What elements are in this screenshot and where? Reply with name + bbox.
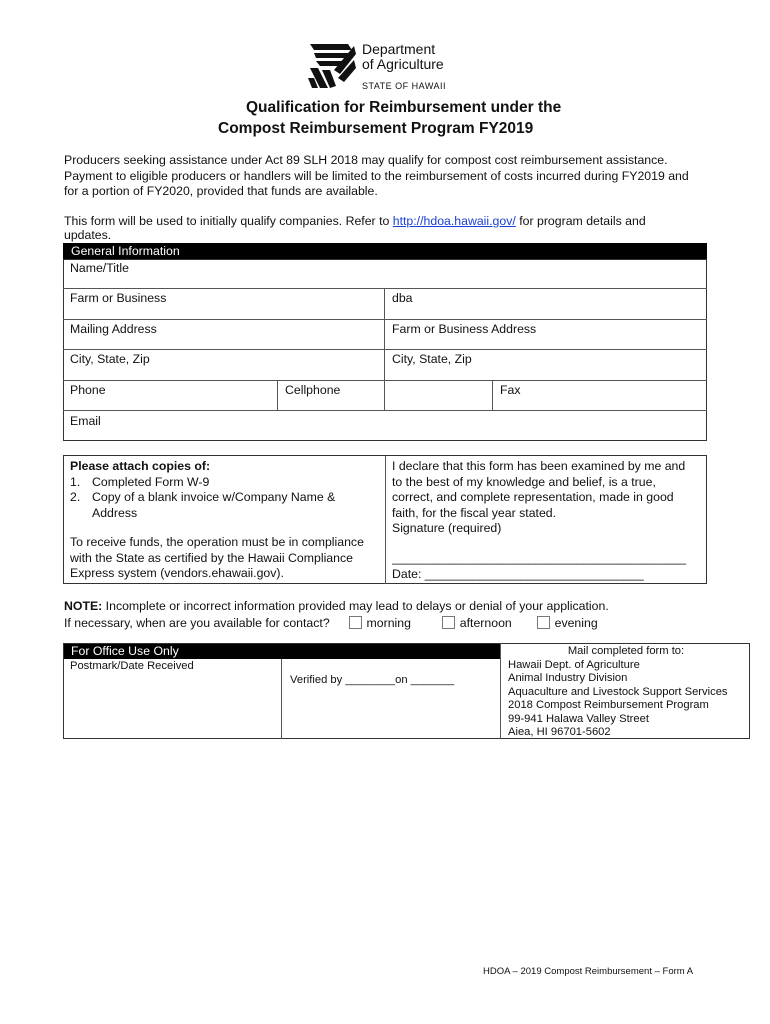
note-section <box>64 599 754 631</box>
item-number: 2. <box>70 490 81 504</box>
fax-field[interactable]: Fax <box>500 383 521 397</box>
mail-heading: Mail completed form to: <box>567 645 685 657</box>
hdoa-link[interactable]: http://hdoa.hawaii.gov/ <box>392 214 516 228</box>
afternoon-checkbox[interactable] <box>442 616 455 629</box>
declaration-text: faith, for the fiscal year stated. <box>392 505 557 520</box>
farm-city-state-zip-field[interactable]: City, State, Zip <box>392 352 472 366</box>
declaration-section <box>392 459 704 583</box>
verified-label: Verified by ________on _______ <box>290 674 455 686</box>
email-field[interactable]: Email <box>70 414 101 428</box>
farm-business-field[interactable]: Farm or Business <box>70 291 167 305</box>
address-line: 2018 Compost Reimbursement Program <box>508 699 709 711</box>
title-line2: Compost Reimbursement Program FY2019 <box>218 120 534 137</box>
refer-text-post: for program details and <box>515 214 646 228</box>
logo-state: STATE OF HAWAII <box>362 81 446 91</box>
signature-label: Signature (required) <box>392 521 502 535</box>
intro-line: Producers seeking assistance under Act 89 SLH 2018 may qualify for compost cost reimbursement assistance. <box>64 153 668 167</box>
declaration-text: to the best of my knowledge and belief, is a true, <box>392 474 656 489</box>
date-line[interactable]: Date: ________________________________ <box>392 567 644 581</box>
attach-section <box>70 459 380 582</box>
farm-address-field[interactable]: Farm or Business Address <box>392 322 537 336</box>
mailing-address-field[interactable]: Mailing Address <box>70 322 157 336</box>
attach-declare-box <box>63 455 707 584</box>
address-line: Aquaculture and Livestock Support Services <box>508 685 728 698</box>
general-information-header: General Information <box>63 243 707 259</box>
hdoa-logo <box>308 42 468 94</box>
hdoa-stripes-logo-icon <box>308 42 358 92</box>
attach-item-invoice: Copy of a blank invoice w/Company Name & <box>92 490 336 504</box>
intro-paragraph <box>64 153 744 200</box>
title-line1: Qualification for Reimbursement under the <box>246 99 562 116</box>
mailing-instructions <box>508 645 744 740</box>
address-line: Hawaii Dept. of Agriculture <box>508 658 640 671</box>
evening-checkbox[interactable] <box>537 616 550 629</box>
name-title-field[interactable]: Name/Title <box>70 261 129 275</box>
contact-question: If necessary, when are you available for contact? <box>64 615 330 630</box>
morning-label: morning <box>366 615 411 630</box>
address-line: 99-941 Halawa Valley Street <box>508 712 649 725</box>
intro-line: for a portion of FY2020, provided that funds are available. <box>64 184 378 198</box>
refer-paragraph <box>64 214 744 241</box>
afternoon-label: afternoon <box>459 615 512 630</box>
item-number: 1. <box>70 474 81 489</box>
funds-text: with the State as certified by the Hawaii Compliance <box>70 550 353 565</box>
funds-text: Express system (vendors.ehawaii.gov). <box>70 566 284 580</box>
logo-agriculture: of Agriculture <box>362 56 444 72</box>
attach-item-invoice-cont: Address <box>92 505 138 520</box>
intro-line: Payment to eligible producers or handlers will be limited to the reimbursement of costs incurred during FY2019 and <box>64 168 689 183</box>
note-text: Incomplete or incorrect information provided may lead to delays or denial of your application. <box>102 599 609 613</box>
logo-department: Department <box>362 41 436 57</box>
office-use-table <box>63 643 750 739</box>
funds-text: To receive funds, the operation must be in compliance <box>70 535 364 549</box>
cellphone-field[interactable]: Cellphone <box>285 383 341 397</box>
address-line: Animal Industry Division <box>508 672 628 684</box>
postmark-label: Postmark/Date Received <box>70 660 194 672</box>
city-state-zip-field[interactable]: City, State, Zip <box>70 352 150 366</box>
phone-field[interactable]: Phone <box>70 383 106 397</box>
refer-text: This form will be used to initially qualify companies. Refer to <box>64 214 393 228</box>
footer-text: HDOA – 2019 Compost Reimbursement – Form A <box>483 966 694 977</box>
morning-checkbox[interactable] <box>349 616 362 629</box>
address-line: Aiea, HI 96701-5602 <box>508 726 611 738</box>
declaration-text: I declare that this form has been examined by me and <box>392 459 686 473</box>
attach-item-w9: Completed Form W-9 <box>92 474 210 489</box>
evening-label: evening <box>554 615 598 630</box>
dba-field[interactable]: dba <box>392 291 413 305</box>
general-information-table <box>63 243 707 441</box>
attach-heading: Please attach copies of: <box>70 459 211 473</box>
signature-line[interactable]: ___________________________________________ <box>392 550 687 565</box>
refer-text-line2: updates. <box>64 227 112 242</box>
note-label: NOTE: <box>64 599 103 613</box>
office-use-header: For Office Use Only <box>63 643 500 659</box>
declaration-text: correct, and complete representation, made in good <box>392 490 674 504</box>
